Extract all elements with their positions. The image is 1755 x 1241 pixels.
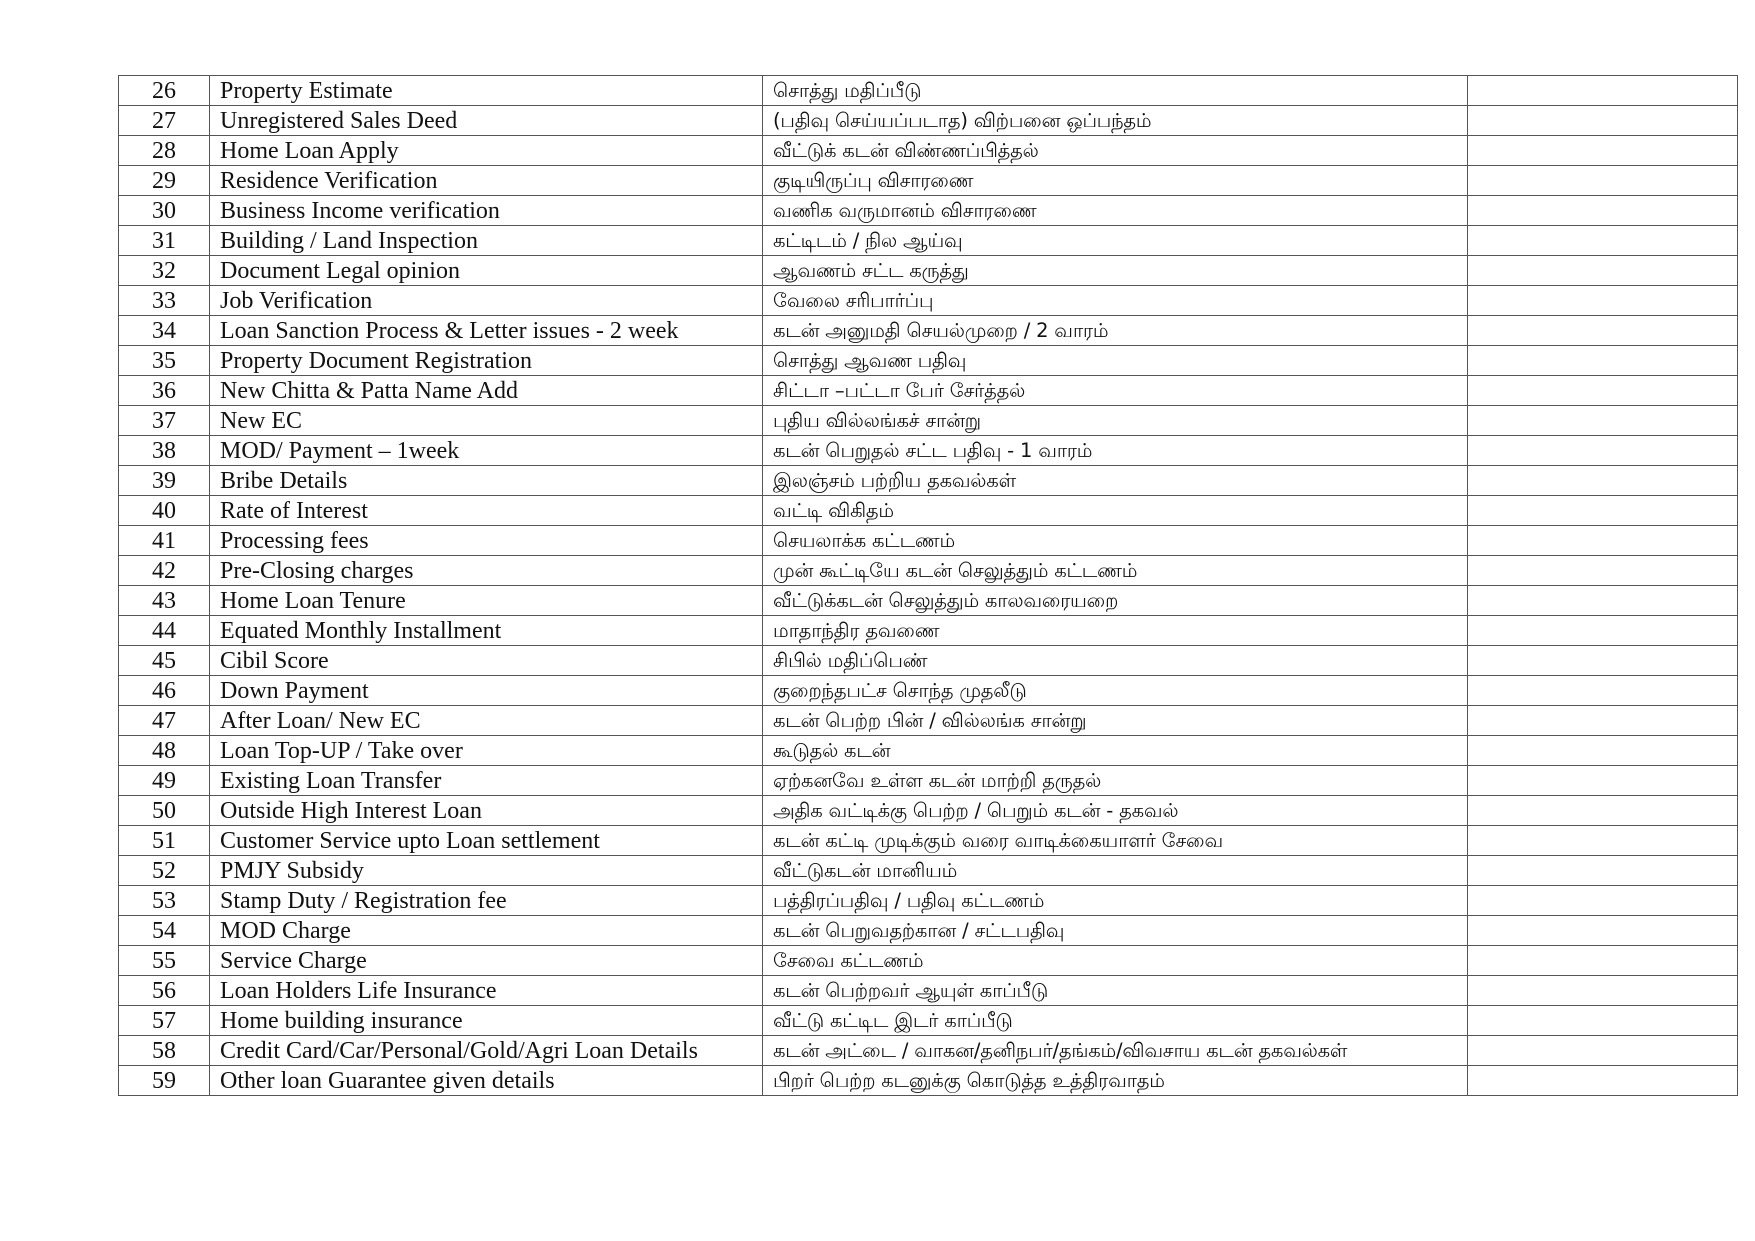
- tamil-term: இலஞ்சம் பற்றிய தகவல்கள்: [763, 466, 1468, 496]
- english-term: Existing Loan Transfer: [210, 766, 763, 796]
- row-number: 57: [119, 1006, 210, 1036]
- blank-cell: [1468, 706, 1738, 736]
- blank-cell: [1468, 916, 1738, 946]
- tamil-term: பிறர் பெற்ற கடனுக்கு கொடுத்த உத்திரவாதம்: [763, 1066, 1468, 1096]
- row-number: 58: [119, 1036, 210, 1066]
- tamil-term: கடன் அட்டை / வாகன/தனிநபர்/தங்கம்/விவசாய கடன் தகவல்கள்: [763, 1036, 1468, 1066]
- row-number: 54: [119, 916, 210, 946]
- blank-cell: [1468, 76, 1738, 106]
- blank-cell: [1468, 856, 1738, 886]
- tamil-term: கடன் பெற்றவர் ஆயுள் காப்பீடு: [763, 976, 1468, 1006]
- english-term: Down Payment: [210, 676, 763, 706]
- english-term: Building / Land Inspection: [210, 226, 763, 256]
- tamil-term: பத்திரப்பதிவு / பதிவு கட்டணம்: [763, 886, 1468, 916]
- blank-cell: [1468, 556, 1738, 586]
- english-term: Stamp Duty / Registration fee: [210, 886, 763, 916]
- table-row: [119, 106, 1738, 136]
- row-number: 42: [119, 556, 210, 586]
- table-row: [119, 376, 1738, 406]
- english-term: Service Charge: [210, 946, 763, 976]
- english-term: Processing fees: [210, 526, 763, 556]
- table-row: [119, 136, 1738, 166]
- row-number: 52: [119, 856, 210, 886]
- table-row: [119, 196, 1738, 226]
- tamil-term: சிட்டா –பட்டா பேர் சேர்த்தல்: [763, 376, 1468, 406]
- tamil-term: புதிய வில்லங்கச் சான்று: [763, 406, 1468, 436]
- blank-cell: [1468, 166, 1738, 196]
- tamil-term: (பதிவு செய்யப்படாத) விற்பனை ஒப்பந்தம்: [763, 106, 1468, 136]
- blank-cell: [1468, 646, 1738, 676]
- english-term: After Loan/ New EC: [210, 706, 763, 736]
- tamil-term: கடன் அனுமதி செயல்முறை / 2 வாரம்: [763, 316, 1468, 346]
- english-term: Business Income verification: [210, 196, 763, 226]
- english-term: Outside High Interest Loan: [210, 796, 763, 826]
- blank-cell: [1468, 226, 1738, 256]
- row-number: 48: [119, 736, 210, 766]
- table-row: [119, 946, 1738, 976]
- row-number: 31: [119, 226, 210, 256]
- tamil-term: வேலை சரிபார்ப்பு: [763, 286, 1468, 316]
- english-term: Loan Top-UP / Take over: [210, 736, 763, 766]
- tamil-term: ஆவணம் சட்ட கருத்து: [763, 256, 1468, 286]
- english-term: Unregistered Sales Deed: [210, 106, 763, 136]
- loan-terms-table: [118, 75, 1738, 1096]
- row-number: 30: [119, 196, 210, 226]
- blank-cell: [1468, 946, 1738, 976]
- table-row: [119, 976, 1738, 1006]
- table-row: [119, 676, 1738, 706]
- tamil-term: கட்டிடம் / நில ஆய்வு: [763, 226, 1468, 256]
- table-row: [119, 796, 1738, 826]
- tamil-term: கடன் பெறுவதற்கான / சட்டபதிவு: [763, 916, 1468, 946]
- tamil-term: முன் கூட்டியே கடன் செலுத்தும் கட்டணம்: [763, 556, 1468, 586]
- blank-cell: [1468, 676, 1738, 706]
- table-row: [119, 166, 1738, 196]
- table-row: [119, 496, 1738, 526]
- blank-cell: [1468, 736, 1738, 766]
- blank-cell: [1468, 196, 1738, 226]
- blank-cell: [1468, 826, 1738, 856]
- tamil-term: குடியிருப்பு விசாரணை: [763, 166, 1468, 196]
- row-number: 33: [119, 286, 210, 316]
- table-row: [119, 436, 1738, 466]
- blank-cell: [1468, 886, 1738, 916]
- blank-cell: [1468, 526, 1738, 556]
- english-term: Document Legal opinion: [210, 256, 763, 286]
- row-number: 34: [119, 316, 210, 346]
- tamil-term: வீட்டு கட்டிட இடர் காப்பீடு: [763, 1006, 1468, 1036]
- tamil-term: அதிக வட்டிக்கு பெற்ற / பெறும் கடன் - தகவல்: [763, 796, 1468, 826]
- table-row: [119, 616, 1738, 646]
- blank-cell: [1468, 586, 1738, 616]
- row-number: 47: [119, 706, 210, 736]
- english-term: Bribe Details: [210, 466, 763, 496]
- table-body: [119, 76, 1738, 1096]
- row-number: 53: [119, 886, 210, 916]
- tamil-term: கூடுதல் கடன்: [763, 736, 1468, 766]
- row-number: 38: [119, 436, 210, 466]
- table-row: [119, 706, 1738, 736]
- table-row: [119, 226, 1738, 256]
- english-term: New EC: [210, 406, 763, 436]
- blank-cell: [1468, 796, 1738, 826]
- tamil-term: வட்டி விகிதம்: [763, 496, 1468, 526]
- table-row: [119, 916, 1738, 946]
- tamil-term: வீட்டுகடன் மானியம்: [763, 856, 1468, 886]
- table-row: [119, 406, 1738, 436]
- blank-cell: [1468, 136, 1738, 166]
- table-row: [119, 1036, 1738, 1066]
- english-term: Other loan Guarantee given details: [210, 1066, 763, 1096]
- row-number: 35: [119, 346, 210, 376]
- row-number: 56: [119, 976, 210, 1006]
- blank-cell: [1468, 106, 1738, 136]
- tamil-term: சேவை கட்டணம்: [763, 946, 1468, 976]
- english-term: Loan Sanction Process & Letter issues - 2 week: [210, 316, 763, 346]
- english-term: Loan Holders Life Insurance: [210, 976, 763, 1006]
- table-row: [119, 826, 1738, 856]
- table-row: [119, 316, 1738, 346]
- tamil-term: மாதாந்திர தவணை: [763, 616, 1468, 646]
- english-term: New Chitta & Patta Name Add: [210, 376, 763, 406]
- row-number: 43: [119, 586, 210, 616]
- table-row: [119, 556, 1738, 586]
- blank-cell: [1468, 616, 1738, 646]
- row-number: 37: [119, 406, 210, 436]
- table-row: [119, 886, 1738, 916]
- row-number: 32: [119, 256, 210, 286]
- english-term: MOD Charge: [210, 916, 763, 946]
- blank-cell: [1468, 406, 1738, 436]
- row-number: 36: [119, 376, 210, 406]
- tamil-term: செயலாக்க கட்டணம்: [763, 526, 1468, 556]
- blank-cell: [1468, 256, 1738, 286]
- english-term: Cibil Score: [210, 646, 763, 676]
- row-number: 28: [119, 136, 210, 166]
- blank-cell: [1468, 1066, 1738, 1096]
- english-term: Home building insurance: [210, 1006, 763, 1036]
- blank-cell: [1468, 376, 1738, 406]
- row-number: 55: [119, 946, 210, 976]
- english-term: Home Loan Apply: [210, 136, 763, 166]
- table-row: [119, 76, 1738, 106]
- table-row: [119, 1006, 1738, 1036]
- tamil-term: கடன் கட்டி முடிக்கும் வரை வாடிக்கையாளர் சேவை: [763, 826, 1468, 856]
- tamil-term: வீட்டுக் கடன் விண்ணப்பித்தல்: [763, 136, 1468, 166]
- table-row: [119, 466, 1738, 496]
- blank-cell: [1468, 976, 1738, 1006]
- english-term: Job Verification: [210, 286, 763, 316]
- table-row: [119, 586, 1738, 616]
- row-number: 49: [119, 766, 210, 796]
- tamil-term: சொத்து ஆவண பதிவு: [763, 346, 1468, 376]
- row-number: 59: [119, 1066, 210, 1096]
- blank-cell: [1468, 436, 1738, 466]
- blank-cell: [1468, 766, 1738, 796]
- english-term: Property Estimate: [210, 76, 763, 106]
- tamil-term: கடன் பெற்ற பின் / வில்லங்க சான்று: [763, 706, 1468, 736]
- row-number: 46: [119, 676, 210, 706]
- table-row: [119, 736, 1738, 766]
- english-term: Rate of Interest: [210, 496, 763, 526]
- row-number: 41: [119, 526, 210, 556]
- row-number: 26: [119, 76, 210, 106]
- tamil-term: வணிக வருமானம் விசாரணை: [763, 196, 1468, 226]
- row-number: 51: [119, 826, 210, 856]
- table-row: [119, 646, 1738, 676]
- english-term: PMJY Subsidy: [210, 856, 763, 886]
- table-row: [119, 766, 1738, 796]
- blank-cell: [1468, 1006, 1738, 1036]
- tamil-term: கடன் பெறுதல் சட்ட பதிவு - 1 வாரம்: [763, 436, 1468, 466]
- blank-cell: [1468, 286, 1738, 316]
- blank-cell: [1468, 496, 1738, 526]
- english-term: MOD/ Payment – 1week: [210, 436, 763, 466]
- blank-cell: [1468, 346, 1738, 376]
- english-term: Property Document Registration: [210, 346, 763, 376]
- row-number: 44: [119, 616, 210, 646]
- table-row: [119, 286, 1738, 316]
- blank-cell: [1468, 466, 1738, 496]
- row-number: 45: [119, 646, 210, 676]
- row-number: 40: [119, 496, 210, 526]
- english-term: Residence Verification: [210, 166, 763, 196]
- table-row: [119, 346, 1738, 376]
- row-number: 39: [119, 466, 210, 496]
- tamil-term: சிபில் மதிப்பெண்: [763, 646, 1468, 676]
- row-number: 27: [119, 106, 210, 136]
- tamil-term: குறைந்தபட்ச சொந்த முதலீடு: [763, 676, 1468, 706]
- table-row: [119, 856, 1738, 886]
- tamil-term: சொத்து மதிப்பீடு: [763, 76, 1468, 106]
- english-term: Pre-Closing charges: [210, 556, 763, 586]
- row-number: 50: [119, 796, 210, 826]
- table-row: [119, 526, 1738, 556]
- tamil-term: ஏற்கனவே உள்ள கடன் மாற்றி தருதல்: [763, 766, 1468, 796]
- english-term: Home Loan Tenure: [210, 586, 763, 616]
- tamil-term: வீட்டுக்கடன் செலுத்தும் காலவரையறை: [763, 586, 1468, 616]
- table-row: [119, 256, 1738, 286]
- row-number: 29: [119, 166, 210, 196]
- english-term: Customer Service upto Loan settlement: [210, 826, 763, 856]
- table-row: [119, 1066, 1738, 1096]
- blank-cell: [1468, 316, 1738, 346]
- english-term: Credit Card/Car/Personal/Gold/Agri Loan Details: [210, 1036, 763, 1066]
- english-term: Equated Monthly Installment: [210, 616, 763, 646]
- blank-cell: [1468, 1036, 1738, 1066]
